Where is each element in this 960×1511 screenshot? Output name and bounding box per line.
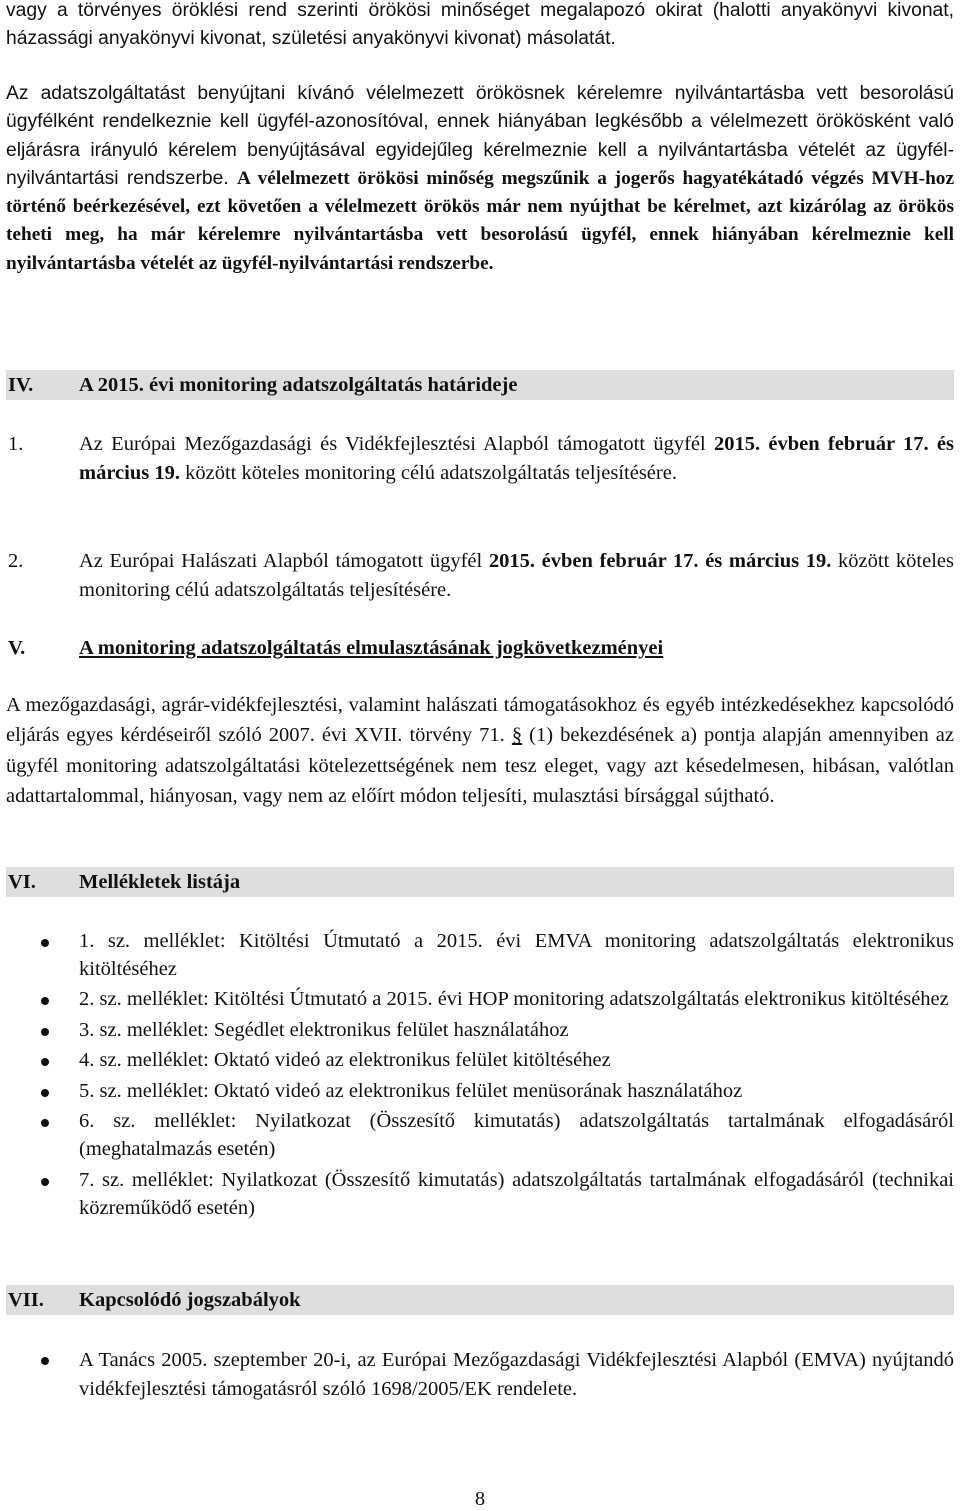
bullet-icon [41, 997, 49, 1005]
section-iv-title: A 2015. évi monitoring adatszolgáltatás határideje [79, 374, 518, 396]
list-item [6, 928, 954, 983]
list-item-text: 5. sz. melléklet: Oktató videó az elektronikus felület menüsorának használatához [79, 1079, 743, 1102]
section-vii-title: Kapcsolódó jogszabályok [79, 1289, 301, 1311]
list-item [6, 1167, 954, 1222]
section-vi-title: Mellékletek listája [79, 871, 241, 893]
paragraph-presumed-heir-regular: Az adatszolgáltatást benyújtani kívánó vélelmezett örökösnek kérelemre nyilvántartásba vett besorolású ügyfélként rendelkeznie kell ügyfél-azonosítóval, ennek hiányában legkésőbb a vélelmezett örökösként való eljárásra irányuló kérelem benyújtásával egyidejűleg kérelmeznie kell a nyilvántartásba vételét az ügyfél-nyilvántartási rendszerbe. [6, 83, 954, 189]
list-item-text: 1. sz. melléklet: Kitöltési Útmutató a 2015. évi EMVA monitoring adatszolgáltatás elektronikus kitöltéséhez [79, 930, 954, 980]
list-item [6, 1017, 954, 1045]
deadline-item-2 [6, 547, 954, 604]
deadline-item-text: Az Európai Halászati Alapból támogatott ügyfél [79, 550, 489, 572]
list-item [6, 1047, 954, 1075]
list-item [6, 1078, 954, 1106]
paragraph-penalty [6, 690, 954, 811]
section-sign: § [511, 724, 523, 747]
bullet-icon [41, 1119, 49, 1127]
deadline-item-text: Az Európai Mezőgazdasági és Vidékfejlesztési Alapból támogatott ügyfél [79, 433, 714, 455]
list-item-text: 6. sz. melléklet: Nyilatkozat (Összesítő kimutatás) adatszolgáltatás tartalmának elfogadásáról (meghatalmazás esetén) [79, 1110, 954, 1160]
list-item [6, 1346, 954, 1403]
bullet-icon [41, 1028, 49, 1036]
section-iv-number: IV. [8, 374, 34, 396]
deadline-item-text-end: között köteles monitoring célú adatszolgáltatás teljesítésére. [79, 550, 954, 601]
section-vi-number: VI. [8, 871, 36, 893]
annex-list [6, 928, 954, 1222]
list-item [6, 1108, 954, 1163]
page-number: 8 [474, 1488, 486, 1510]
deadline-item-number: 2. [8, 550, 24, 572]
section-v-title: A monitoring adatszolgáltatás elmulasztásának jogkövetkezményei [79, 637, 664, 659]
penalty-text: A mezőgazdasági, agrár-vidékfejlesztési, valamint halászati támogatásokhoz és egyéb intézkedésekhez kapcsolódó eljárás egyes kérdéseiről szóló 2007. évi XVII. törvény 71. [6, 694, 954, 747]
paragraph-presumed-heir [6, 80, 954, 278]
bullet-icon [41, 1089, 49, 1097]
list-item-text: 4. sz. melléklet: Oktató videó az elektronikus felület kitöltéséhez [79, 1049, 611, 1071]
bullet-icon [41, 1178, 49, 1186]
section-vii-heading [6, 1285, 954, 1315]
bullet-icon [41, 1058, 49, 1066]
deadline-item-dates: 2015. évben február 17. és március 19. [488, 550, 832, 572]
list-item [6, 986, 954, 1014]
section-vi-heading [6, 867, 954, 897]
penalty-text-end: (1) bekezdésének a) pontja alapján amennyiben az ügyfél monitoring adatszolgáltatási kötelezettségének nem tesz eleget, vagy azt késedelmesen, hibásan, valótlan adattartalommal, hiányosan, vagy nem az előírt módon teljesíti, mulasztási bírsággal sújtható. [6, 724, 954, 807]
deadline-item-text-end: között köteles monitoring célú adatszolgáltatás teljesítésére. [179, 461, 677, 484]
bullet-icon [41, 1357, 49, 1365]
list-item-text: 7. sz. melléklet: Nyilatkozat (Összesítő kimutatás) adatszolgáltatás tartalmának elfogadásáról (technikai közreműködő esetén) [79, 1169, 954, 1219]
paragraph-presumed-heir-bold: A vélelmezett örökösi minőség megszűnik a jogerős hagyatékátadó végzés MVH-hoz történő beérkezésével, ezt követően a vélelmezett örökös már nem nyújthat be kérelmet, azt kizárólag az örökös teheti meg, ha már kérelemre nyilvántartásba vett besorolású ügyfél, ennek hiányában kérelmeznie kell nyilvántartásba vételét az ügyfél-nyilvántartási rendszerbe. [6, 167, 954, 274]
section-vii-number: VII. [8, 1289, 44, 1311]
deadline-item-1 [6, 430, 954, 487]
paragraph-inheritance-documents: vagy a törvényes öröklési rend szerinti örökösi minőséget megalapozó okirat (halotti anyakönyvi kivonat, házassági anyakönyvi kivonat, születési anyakönyvi kivonat) másolatát. [6, 0, 954, 49]
list-item-text: 3. sz. melléklet: Segédlet elektronikus felület használatához [79, 1018, 569, 1041]
section-iv-heading [6, 370, 954, 400]
section-v-heading [6, 633, 954, 663]
list-item-text: A Tanács 2005. szeptember 20-i, az Európai Mezőgazdasági Vidékfejlesztési Alapból (EMVA) nyújtandó vidékfejlesztési támogatásról szóló 1698/2005/EK rendelete. [79, 1349, 954, 1400]
deadline-item-dates: 2015. évben február 17. és március 19. [79, 433, 954, 484]
deadline-item-number: 1. [8, 433, 24, 455]
legislation-list [6, 1346, 954, 1403]
bullet-icon [41, 939, 49, 947]
list-item-text: 2. sz. melléklet: Kitöltési Útmutató a 2015. évi HOP monitoring adatszolgáltatás elektronikus kitöltéséhez [79, 988, 949, 1010]
section-v-number: V. [8, 637, 26, 659]
